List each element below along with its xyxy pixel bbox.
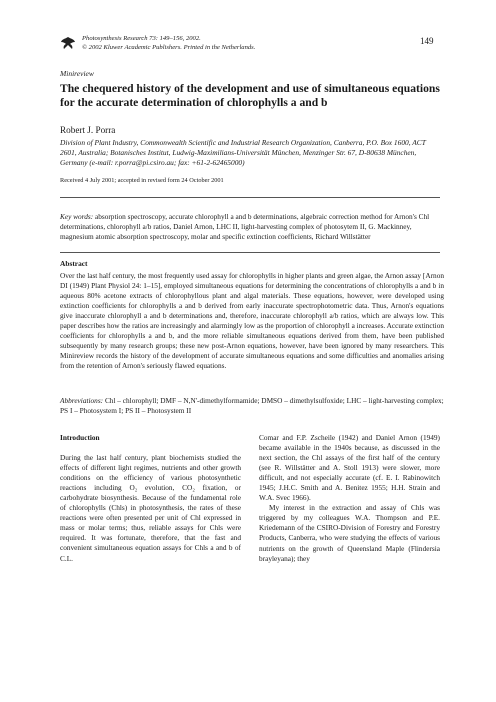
section-label: Minireview (60, 69, 94, 78)
introduction-paragraph-2: My interest in the extraction and assay of Chls was triggered by my colleagues W.A. Thompson and P.E. Kriedemann of the CSIRO-Division of Forestry and Forestry Products, Canberra, who were studying the effects of various nutrients on the growth of Queensland Maple (Flindersia brayleyana); they (259, 503, 440, 563)
introduction-paragraph-1-cont: Comar and F.P. Zscheile (1942) and Daniel Arnon (1949) became available in the 1940s because, as discussed in the next section, the Chl assays of the first half of the century (see R. Willstätter and A. Stoll 1913) were slower, more difficult, and not especially accurate (cf. E. I. Rabinowitch 1945; J.H.C. Smith and A. Benitez 1955; H.H. Strain and W.A. Svec 1966). (259, 433, 440, 503)
page-number: 149 (420, 36, 434, 46)
introduction-paragraph-1: During the last half century, plant biochemists studied the effects of different light regimes, nutrients and other growth conditions on the efficiency of various photosynthetic reactions including O₂ evolution, CO₂ fixation, or carbohydrate biosynthesis. Because of the fundamental role of chlorophylls (Chls) in photosynthesis, the rates of these reactions were often presented per unit of Chl expressed in mass or molar terms; thus, reliable assays for Chls were required. It was fortunate, therefore, that the fast and convenient simultaneous equation assays for Chls a and b of C.L. (60, 453, 241, 563)
introduction-heading: Introduction (60, 433, 100, 442)
body-column-left (60, 433, 241, 564)
received-dates: Received 4 July 2001; accepted in revised form 24 October 2001 (60, 177, 224, 184)
journal-line-1: Photosynthesis Research 73: 149–156, 2002. (82, 35, 201, 42)
keywords-text: absorption spectroscopy, accurate chlorophyll a and b determinations, algebraic correction method for Arnon's Chl determinations, chlorophyll a/b ratios, Daniel Arnon, LHC II, light-harvesting complex of photosytem II, G. Mackinney, magnesium atomic absorption spectroscopy, molar and specific extinction coefficients, Richard Willstätter (60, 212, 430, 241)
divider-top (60, 197, 440, 198)
abstract-text: Over the last half century, the most frequently used assay for chlorophylls in higher plants and green algae, the Arnon assay [Arnon DI (1949) Plant Physiol 24: 1–15], employed simultaneous equations for determining the concentrations of chlorophylls a and b in aqueous 80% acetone extracts of chlorophyllous plant and algal materials. These equations, however, were developed using extinction coefficients for chlorophylls a and b derived from early inaccurate spectrophotometric data. Thus, Arnon's equations give inaccurate chlorophyll a and b determinations and, therefore, inaccurate chlorophyll a/b ratios, which are always low. This paper describes how the ratios are increasingly and alarmingly low as the proportion of chlorophyll a increases. Accurate extinction coefficients for chlorophylls a and b, and the more reliable simultaneous equations derived from them, have been published subsequently by many research groups; these new post-Arnon equations, however, have been ignored by many researchers. This Minireview records the history of the development of accurate simultaneous equations and some difficulties and anomalies arising from the retention of Arnon's seriously flawed equations. (60, 271, 444, 371)
body-column-right (259, 433, 440, 564)
journal-line-2: © 2002 Kluwer Academic Publishers. Printed in the Netherlands. (82, 43, 256, 51)
journal-citation (82, 35, 382, 52)
divider-abstract (60, 252, 440, 253)
author-affiliation: Division of Plant Industry, Commonwealth Scientific and Industrial Research Organization, Canberra, P.O. Box 1600, ACT 2601, Australia; Botanisches Institut, Ludwig-Maximilians-Universität München, Menzinger Str. 67, D-80638 München, Germany (e-mail: r.porra@pi.csiro.au; fax: +61-2-62465000) (60, 138, 426, 167)
abstract-heading: Abstract (60, 259, 88, 268)
author-name: Robert J. Porra (60, 125, 116, 135)
abbreviations-text: Chl – chlorophyll; DMF – N,N'-dimethylformamide; DMSO – dimethylsulfoxide; LHC – light-harvesting complex; PS I – Photosystem I; PS II – Photosystem II (60, 396, 444, 415)
abbreviations-label: Abbreviations: (60, 396, 104, 405)
publisher-leaf-logo-icon (60, 36, 76, 50)
keywords (60, 212, 444, 242)
keywords-label: Key words: (60, 212, 94, 221)
abbreviations (60, 396, 444, 416)
article-title: The chequered history of the development and use of simultaneous equations for the accurate determination of chlorophylls a and b (60, 82, 440, 109)
